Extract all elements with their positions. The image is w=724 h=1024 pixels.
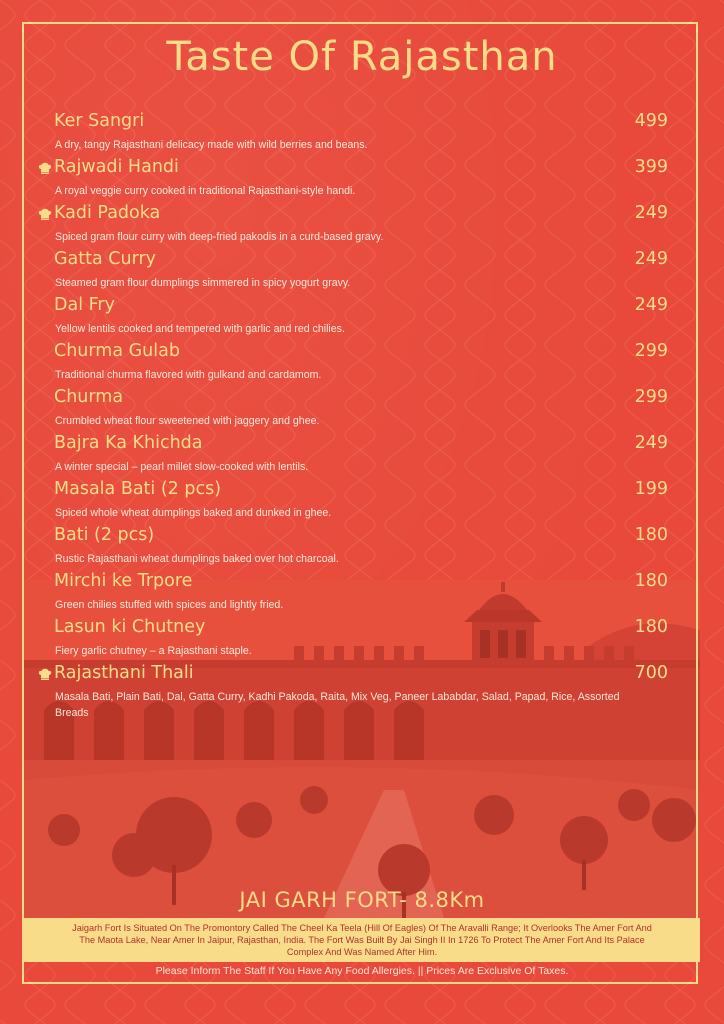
item-price: 180 (634, 571, 668, 591)
item-name: Masala Bati (2 pcs) (54, 479, 222, 499)
fort-title: JAI GARH FORT- 8.8Km (239, 888, 485, 912)
item-description: Green chilies stuffed with spices and lightly fried. (55, 599, 284, 611)
item-name: Mirchi ke Trpore (54, 571, 193, 591)
item-description: A royal veggie curry cooked in traditional Rajasthani-style handi. (55, 185, 356, 197)
item-description: A dry, tangy Rajasthani delicacy made with wild berries and beans. (55, 139, 368, 151)
item-price: 399 (634, 157, 668, 177)
menu-item (38, 341, 678, 385)
chef-hat-icon (38, 207, 52, 221)
item-name: Kadi Padoka (54, 203, 161, 223)
item-name: Churma Gulab (54, 341, 180, 361)
item-price: 299 (634, 341, 668, 361)
footer-note: Please Inform The Staff If You Have Any Food Allergies. || Prices Are Exclusive Of Taxes. (155, 965, 569, 977)
menu-item (38, 295, 678, 339)
item-price: 700 (634, 663, 668, 683)
chef-hat-icon (38, 161, 52, 175)
menu-item (38, 387, 678, 431)
menu-item (38, 617, 678, 661)
menu-item (38, 433, 678, 477)
menu-item (38, 157, 678, 201)
fort-description-box (24, 918, 700, 962)
item-price: 249 (634, 203, 668, 223)
item-name: Ker Sangri (54, 111, 145, 131)
item-price: 199 (634, 479, 668, 499)
item-name: Rajwadi Handi (54, 157, 179, 177)
item-description: Spiced gram flour curry with deep-fried pakodis in a curd-based gravy. (55, 231, 384, 243)
item-description: Traditional churma flavored with gulkand and cardamom. (55, 369, 322, 381)
menu-item (38, 249, 678, 293)
item-price: 249 (634, 295, 668, 315)
menu-item (38, 663, 678, 723)
item-description: Spiced whole wheat dumplings baked and dunked in ghee. (55, 507, 332, 519)
menu-item (38, 525, 678, 569)
item-price: 249 (634, 433, 668, 453)
item-description: Fiery garlic chutney – a Rajasthani staple. (55, 645, 252, 657)
item-name: Lasun ki Chutney (54, 617, 206, 637)
menu-item (38, 479, 678, 523)
item-name: Bati (2 pcs) (54, 525, 155, 545)
item-description: Crumbled wheat flour sweetened with jaggery and ghee. (55, 415, 320, 427)
fort-description: Jaigarh Fort Is Situated On The Promontory Called The Cheel Ka Teela (Hill Of Eagles) Of The Aravalli Range; It Overlooks The Amer Fort And The Maota Lake, Near Amer In Jaipur, Rajasthan, India. The Fort Was Built By Jai Singh II In 1726 To Protect The Amer Fort And Its Palace Complex And Was Named After Him. (72, 923, 652, 957)
item-price: 499 (634, 111, 668, 131)
menu-item (38, 111, 678, 155)
item-name: Gatta Curry (54, 249, 157, 269)
item-name: Rajasthani Thali (54, 663, 194, 683)
menu-item (38, 203, 678, 247)
item-description: Yellow lentils cooked and tempered with garlic and red chilies. (55, 323, 345, 335)
item-price: 249 (634, 249, 668, 269)
item-price: 299 (634, 387, 668, 407)
chef-hat-icon (38, 667, 52, 681)
menu-item (38, 571, 678, 615)
item-description: Rustic Rajasthani wheat dumplings baked over hot charcoal. (55, 553, 339, 565)
item-name: Churma (54, 387, 124, 407)
item-description: A winter special – pearl millet slow-cooked with lentils. (55, 461, 309, 473)
item-price: 180 (634, 525, 668, 545)
item-description: Steamed gram flour dumplings simmered in spicy yogurt gravy. (55, 277, 351, 289)
menu-title: Taste Of Rajasthan (166, 34, 558, 80)
item-name: Bajra Ka Khichda (54, 433, 203, 453)
item-price: 180 (634, 617, 668, 637)
item-description: Masala Bati, Plain Bati, Dal, Gatta Curry, Kadhi Pakoda, Raita, Mix Veg, Paneer Lababdar, Salad, Papad, Rice, Assorted Breads (55, 691, 620, 719)
item-name: Dal Fry (54, 295, 115, 315)
